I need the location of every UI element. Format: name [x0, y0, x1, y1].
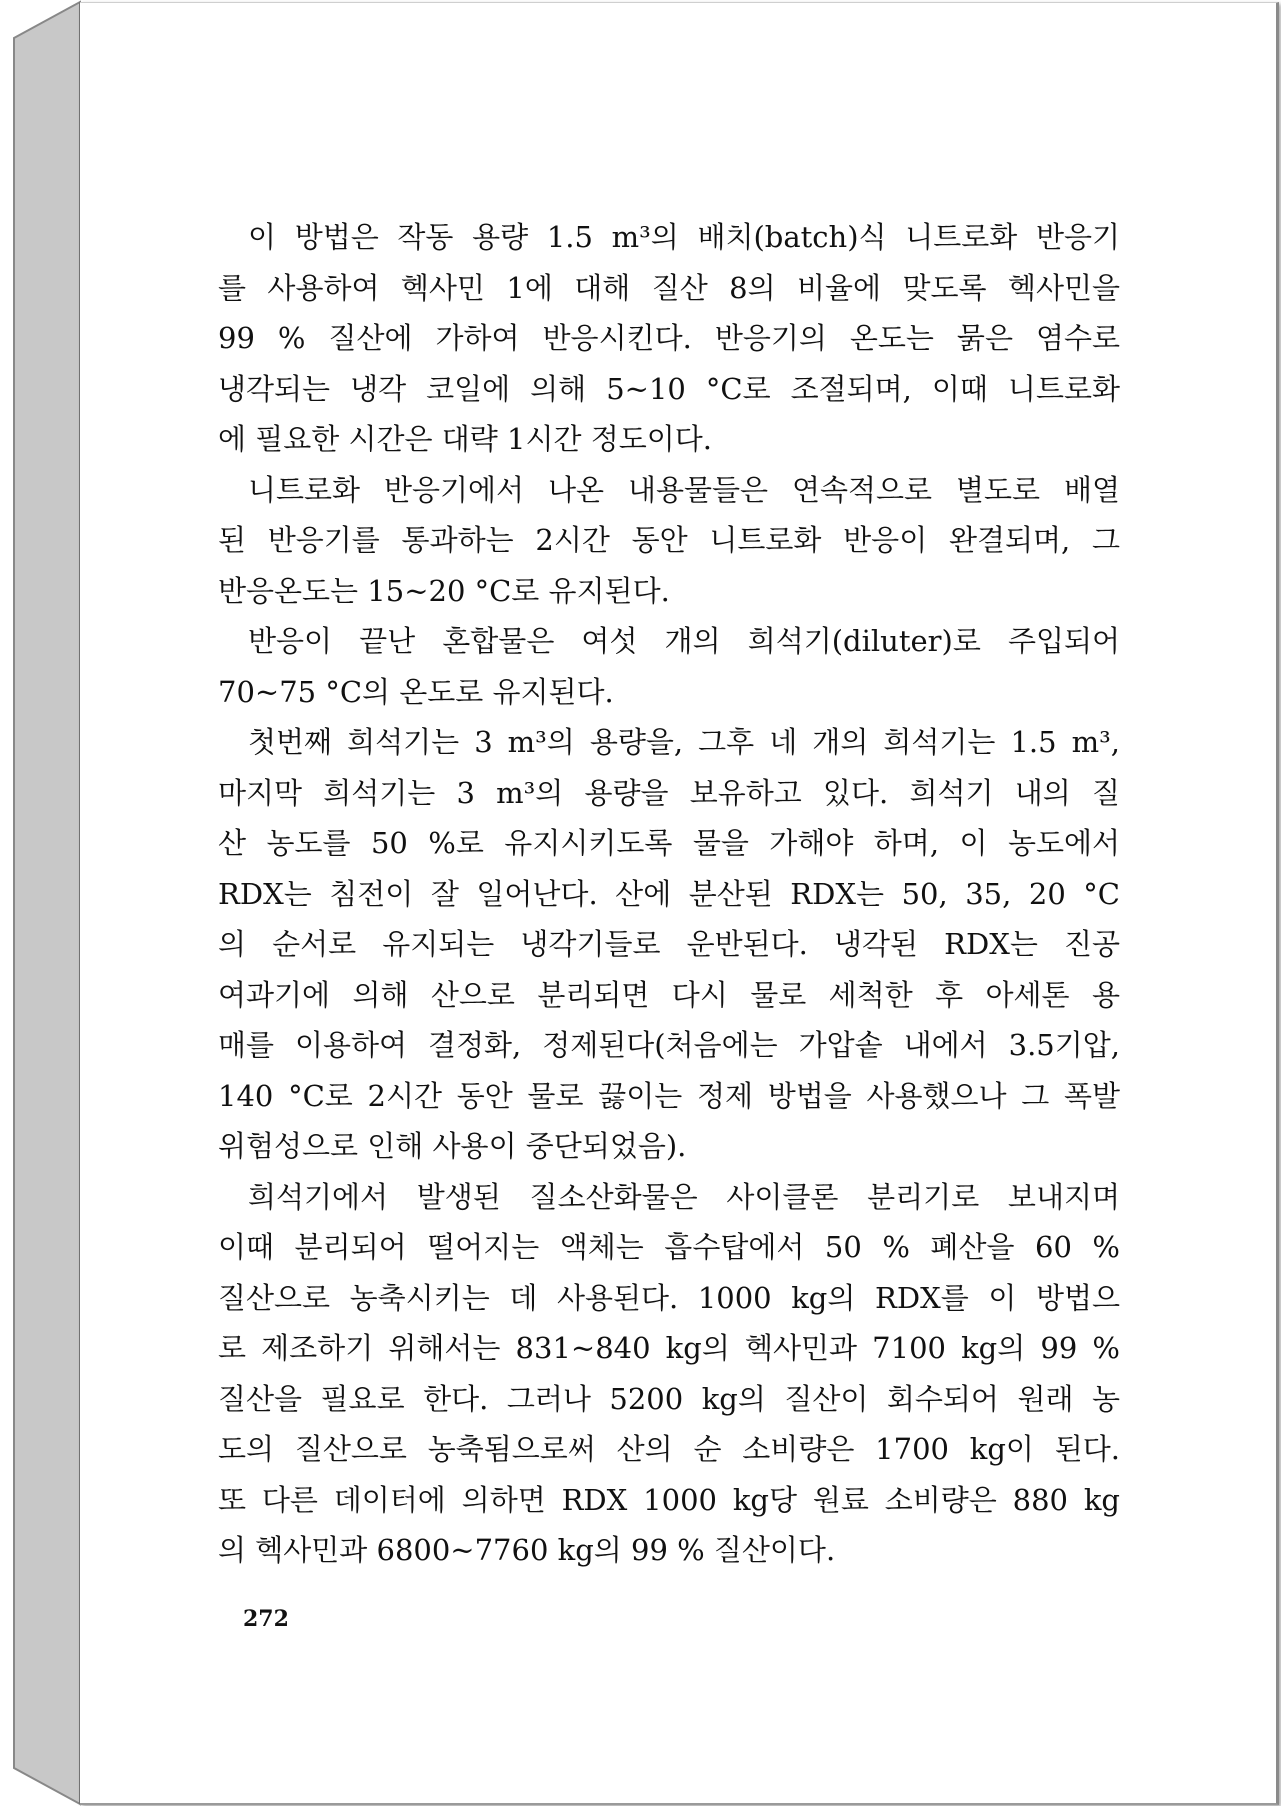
- text-line: 냉각되는 냉각 코일에 의해 5~10 °C로 조절되며, 이때 니트로화: [218, 371, 1120, 406]
- text-line: 매를 이용하여 결정화, 정제된다(처음에는 가압솥 내에서 3.5기압,: [218, 1028, 1120, 1062]
- text-line: 이 방법은 작동 용량 1.5 m³의 배치(batch)식 니트로화 반응기: [248, 220, 1120, 254]
- text-line: 된 반응기를 통과하는 2시간 동안 니트로화 반응이 완결되며, 그: [218, 523, 1120, 557]
- text-line: 로 제조하기 위해서는 831~840 kg의 헥사민과 7100 kg의 99 %: [218, 1331, 1120, 1365]
- text-line: 반응이 끝난 혼합물은 여섯 개의 희석기(diluter)로 주입되어: [248, 624, 1120, 658]
- text-line: 의 헥사민과 6800~7760 kg의 99 % 질산이다.: [218, 1533, 836, 1567]
- text-line: RDX는 침전이 잘 일어난다. 산에 분산된 RDX는 50, 35, 20 °C: [218, 876, 1120, 911]
- text-line: 니트로화 반응기에서 나온 내용물들은 연속적으로 별도로 배열: [248, 472, 1120, 507]
- text-line: 마지막 희석기는 3 m³의 용량을 보유하고 있다. 희석기 내의 질: [218, 775, 1120, 810]
- text-line: 희석기에서 발생된 질소산화물은 사이클론 분리기로 보내지며: [248, 1179, 1120, 1214]
- text-line: 140 °C로 2시간 동안 물로 끓이는 정제 방법을 사용했으나 그 폭발: [218, 1078, 1120, 1113]
- text-line: 위험성으로 인해 사용이 중단되었음).: [218, 1129, 687, 1163]
- text-line: 여과기에 의해 산으로 분리되면 다시 물로 세척한 후 아세톤 용: [218, 977, 1120, 1012]
- text-line: 70~75 °C의 온도로 유지된다.: [218, 674, 614, 709]
- text-line: 산 농도를 50 %로 유지시키도록 물을 가해야 하며, 이 농도에서: [218, 826, 1120, 860]
- text-line: 99 % 질산에 가하여 반응시킨다. 반응기의 온도는 묽은 염수로: [218, 321, 1120, 355]
- text-line: 반응온도는 15~20 °C로 유지된다.: [218, 573, 670, 608]
- text-line: 또 다른 데이터에 의하면 RDX 1000 kg당 원료 소비량은 880 kg: [218, 1482, 1120, 1517]
- text-line: 의 순서로 유지되는 냉각기들로 운반된다. 냉각된 RDX는 진공: [218, 927, 1120, 961]
- text-line: 첫번째 희석기는 3 m³의 용량을, 그후 네 개의 희석기는 1.5 m³,: [248, 725, 1120, 759]
- text-line: 도의 질산으로 농축됨으로써 산의 순 소비량은 1700 kg이 된다.: [218, 1432, 1120, 1466]
- body-text: [218, 212, 1120, 1576]
- text-line: 를 사용하여 헥사민 1에 대해 질산 8의 비율에 맞도록 헥사민을: [218, 270, 1120, 305]
- text-line: 질산으로 농축시키는 데 사용된다. 1000 kg의 RDX를 이 방법으: [218, 1280, 1120, 1315]
- text-line: 이때 분리되어 떨어지는 액체는 흡수탑에서 50 % 폐산을 60 %: [218, 1230, 1120, 1264]
- text-line: 질산을 필요로 한다. 그러나 5200 kg의 질산이 회수되어 원래 농: [218, 1381, 1120, 1416]
- page-number: 272: [243, 1606, 289, 1632]
- text-line: 에 필요한 시간은 대략 1시간 정도이다.: [218, 422, 712, 456]
